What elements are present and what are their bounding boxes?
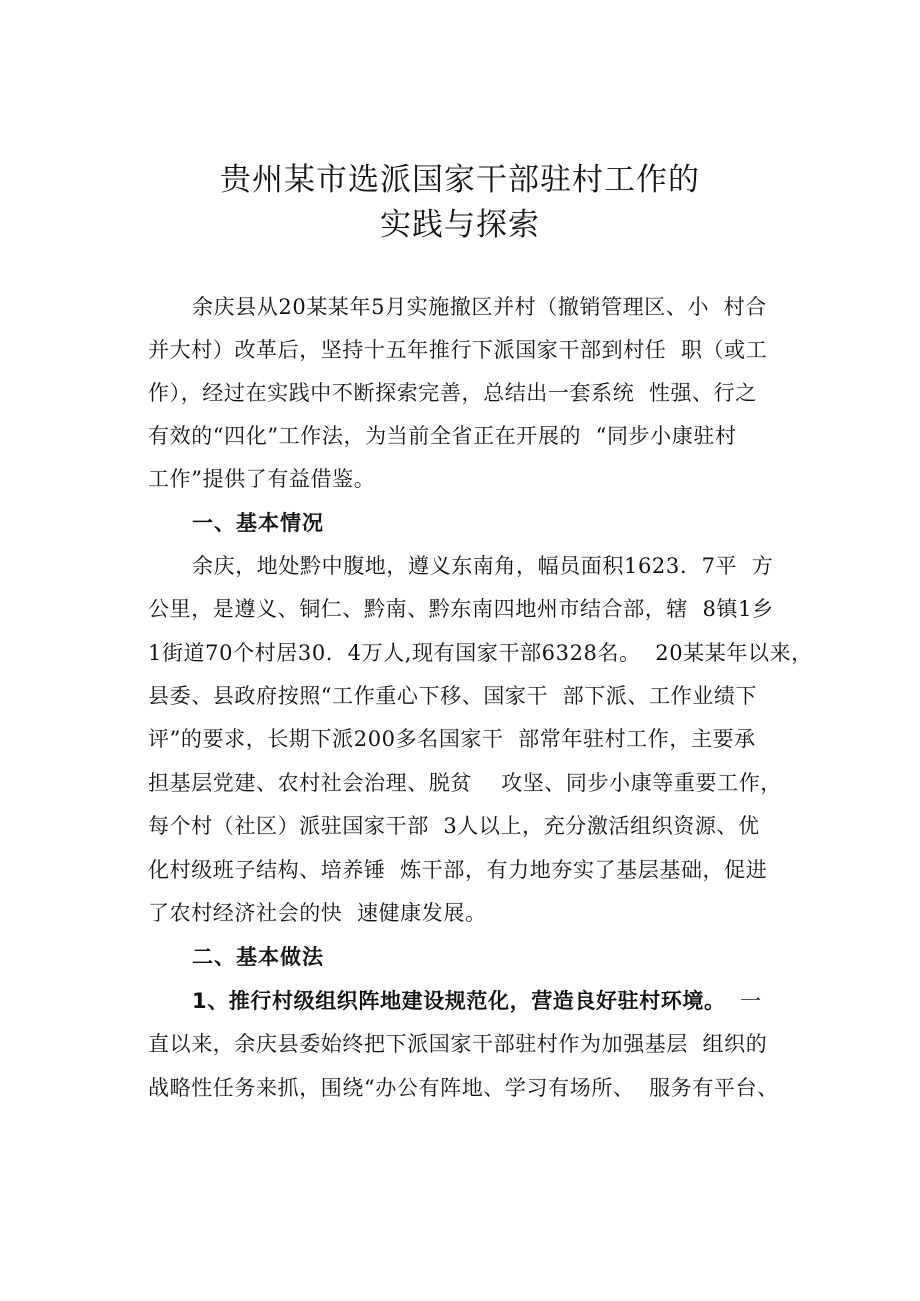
- intro-line-1: 余庆县从20某某年5月实施撤区并村（撤销管理区、小 村合: [192, 295, 767, 319]
- intro-line-2: 并大村）改革后，坚持十五年推行下派国家干部到村任 职（或工: [148, 338, 768, 362]
- section1-line-9: 了农村经济社会的快 速健康发展。: [148, 901, 487, 925]
- section-heading-basic-situation: 一、基本情况: [192, 511, 324, 535]
- item1-line-2: 直以来，余庆县委始终把下派国家干部驻村作为加强基层 组织的: [148, 1032, 768, 1056]
- section1-line-6: 担基层党建、农村社会治理、脱贫 攻坚、同步小康等重要工作，: [148, 771, 782, 795]
- document-title-line-1: 贵州某市选派国家干部驻村工作的: [220, 162, 700, 198]
- section1-line-3: 1街道70个村居30. 4万人,现有国家干部6328名。 20某某年以来，: [148, 641, 813, 665]
- section1-line-5: 评”的要求，长期下派200多名国家干 部常年驻村工作，主要承: [148, 727, 756, 751]
- item1-line-3: 战略性任务来抓，围绕“办公有阵地、学习有场所、 服务有平台、: [148, 1076, 779, 1100]
- document-title-line-2: 实践与探索: [380, 207, 540, 243]
- section1-line-4: 县委、县政府按照“工作重心下移、国家干 部下派、工作业绩下: [148, 684, 758, 708]
- section-heading-basic-practice: 二、基本做法: [192, 945, 324, 969]
- section1-line-7: 每个村（社区）派驻国家干部 3人以上，充分激活组织资源、优: [148, 814, 760, 838]
- intro-line-4: 有效的“四化”工作法，为当前全省正在开展的 “同步小康驻村: [148, 424, 737, 448]
- section1-line-1: 余庆，地处黔中腹地，遵义东南角，幅员面积1623. 7平 方: [192, 554, 774, 578]
- section1-line-2: 公里，是遵义、铜仁、黔南、黔东南四地州市结合部，辖 8镇1乡: [148, 597, 774, 621]
- item1-lead-continuation: 一: [725, 989, 762, 1013]
- item1-first-line: [192, 985, 762, 1017]
- section1-line-8: 化村级班子结构、培养锤 炼干部，有力地夯实了基层基础，促进: [148, 858, 768, 882]
- intro-line-3: 作），经过在实践中不断探索完善，总结出一套系统 性强、行之: [148, 381, 757, 405]
- item1-bold-lead: 1、推行村级组织阵地建设规范化，营造良好驻村环境。: [192, 989, 726, 1013]
- intro-line-5: 工作”提供了有益借鉴。: [148, 467, 376, 491]
